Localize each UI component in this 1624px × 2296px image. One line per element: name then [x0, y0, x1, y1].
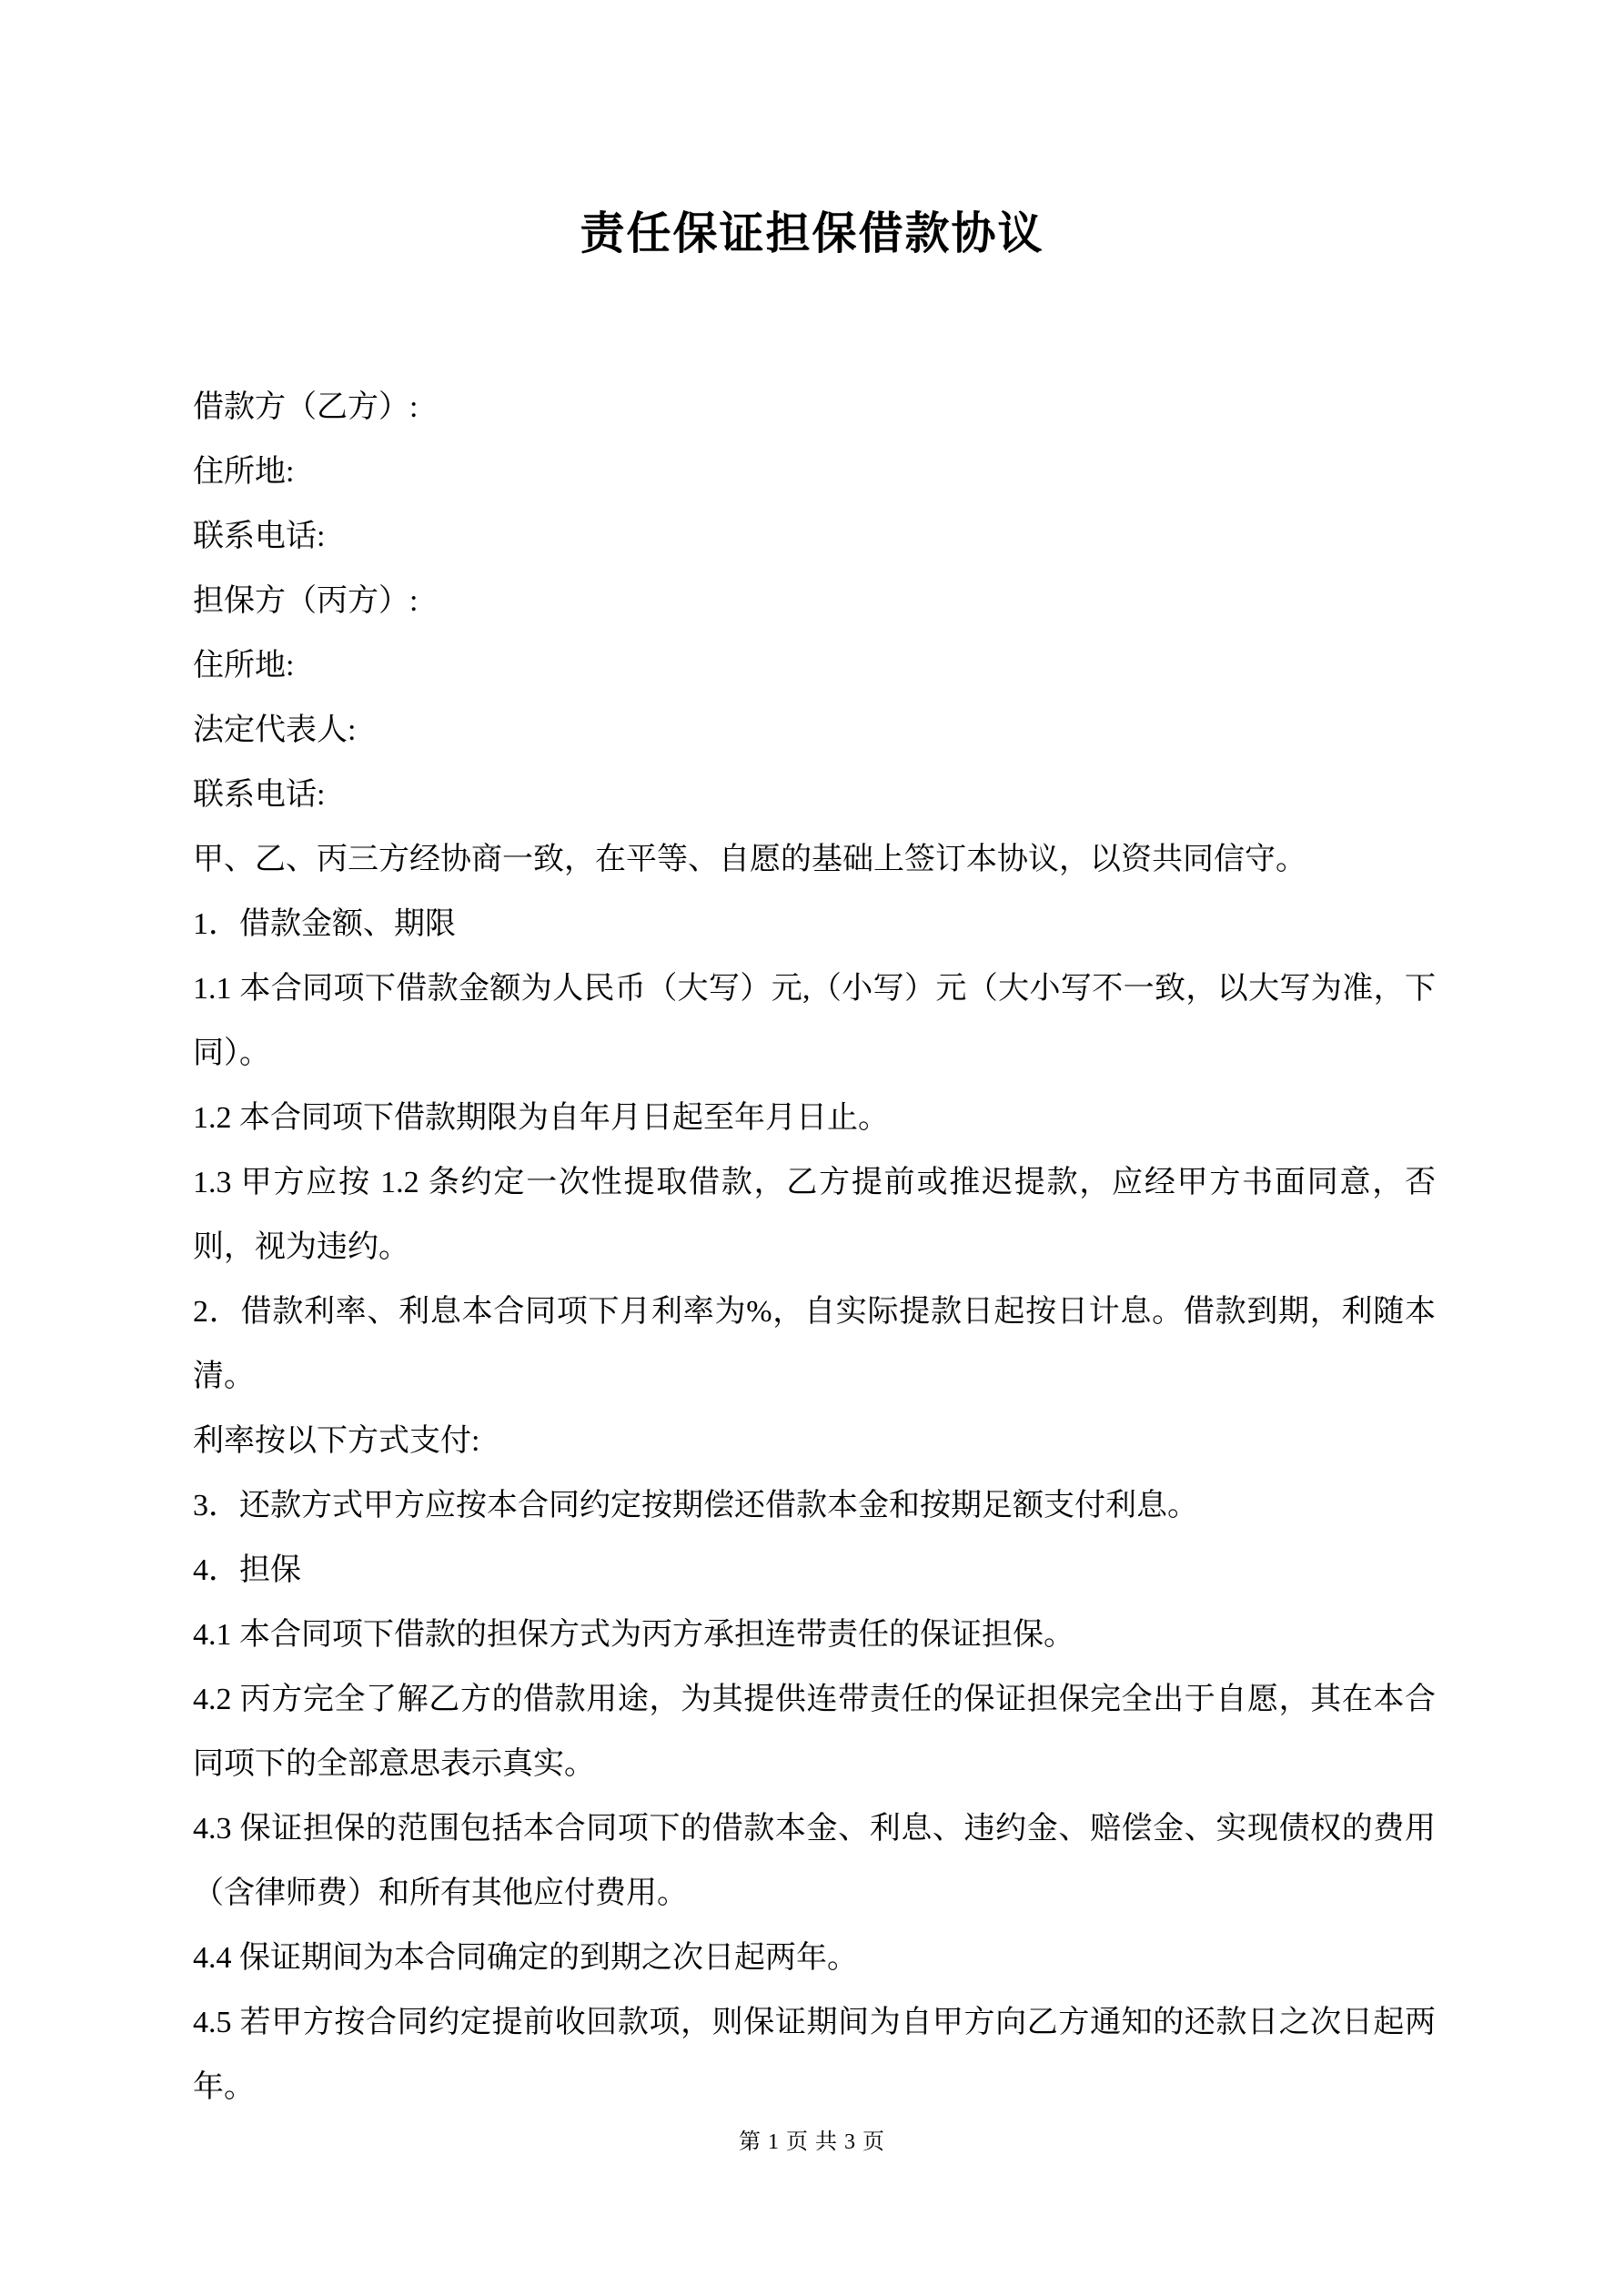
clause-1-2: 1.2 本合同项下借款期限为自年月日起至年月日止。 [193, 1101, 889, 1135]
preamble-paragraph: 甲、乙、丙三方经协商一致，在平等、自愿的基础上签订本协议，以资共同信守。 [193, 843, 1306, 876]
clause-2: 2．借款利率、利息本合同项下月利率为%，自实际提款日起按日计息。借款到期，利随本清。 [193, 1295, 1436, 1393]
clause-4-4: 4.4 保证期间为本合同确定的到期之次日起两年。 [193, 1941, 858, 1975]
clause-4-2: 4.2 丙方完全了解乙方的借款用途，为其提供连带责任的保证担保完全出于自愿，其在本合同项下的全部意思表示真实。 [193, 1683, 1436, 1781]
document-title: 责任保证担保借款协议 [580, 208, 1044, 258]
legal-representative-line: 法定代表人: [193, 713, 357, 747]
clause-1-3: 1.3 甲方应按 1.2 条约定一次性提取借款，乙方提前或推迟提款，应经甲方书面同意，否则，视为违约。 [193, 1166, 1436, 1264]
party-guarantor-line: 担保方（丙方）: [193, 584, 419, 618]
guarantor-phone-line: 联系电话: [193, 778, 326, 812]
clause-4-1: 4.1 本合同项下借款的担保方式为丙方承担连带责任的保证担保。 [193, 1618, 1074, 1652]
clause-3: 3．还款方式甲方应按本合同约定按期偿还借款本金和按期足额支付利息。 [193, 1489, 1198, 1522]
clause-4-heading: 4．担保 [193, 1553, 301, 1587]
clause-1-1: 1.1 本合同项下借款金额为人民币（大写）元,（小写）元（大小写不一致，以大写为准，下同）。 [193, 972, 1436, 1070]
guarantor-residence-line: 住所地: [193, 649, 295, 683]
borrower-phone-line: 联系电话: [193, 520, 326, 553]
document-body [193, 375, 1436, 2119]
clause-4-5: 4.5 若甲方按合同约定提前收回款项，则保证期间为自甲方向乙方通知的还款日之次日起两年。 [193, 2006, 1436, 2104]
borrower-residence-line: 住所地: [193, 455, 295, 489]
interest-payment-line: 利率按以下方式支付: [193, 1424, 480, 1458]
party-borrower-line: 借款方（乙方）: [193, 390, 419, 424]
clause-4-3: 4.3 保证担保的范围包括本合同项下的借款本金、利息、违约金、赔偿金、实现债权的费用（含律师费）和所有其他应付费用。 [193, 1812, 1436, 1910]
page-number-footer: 第 1 页 共 3 页 [739, 2130, 885, 2154]
clause-1-heading: 1．借款金额、期限 [193, 907, 456, 941]
